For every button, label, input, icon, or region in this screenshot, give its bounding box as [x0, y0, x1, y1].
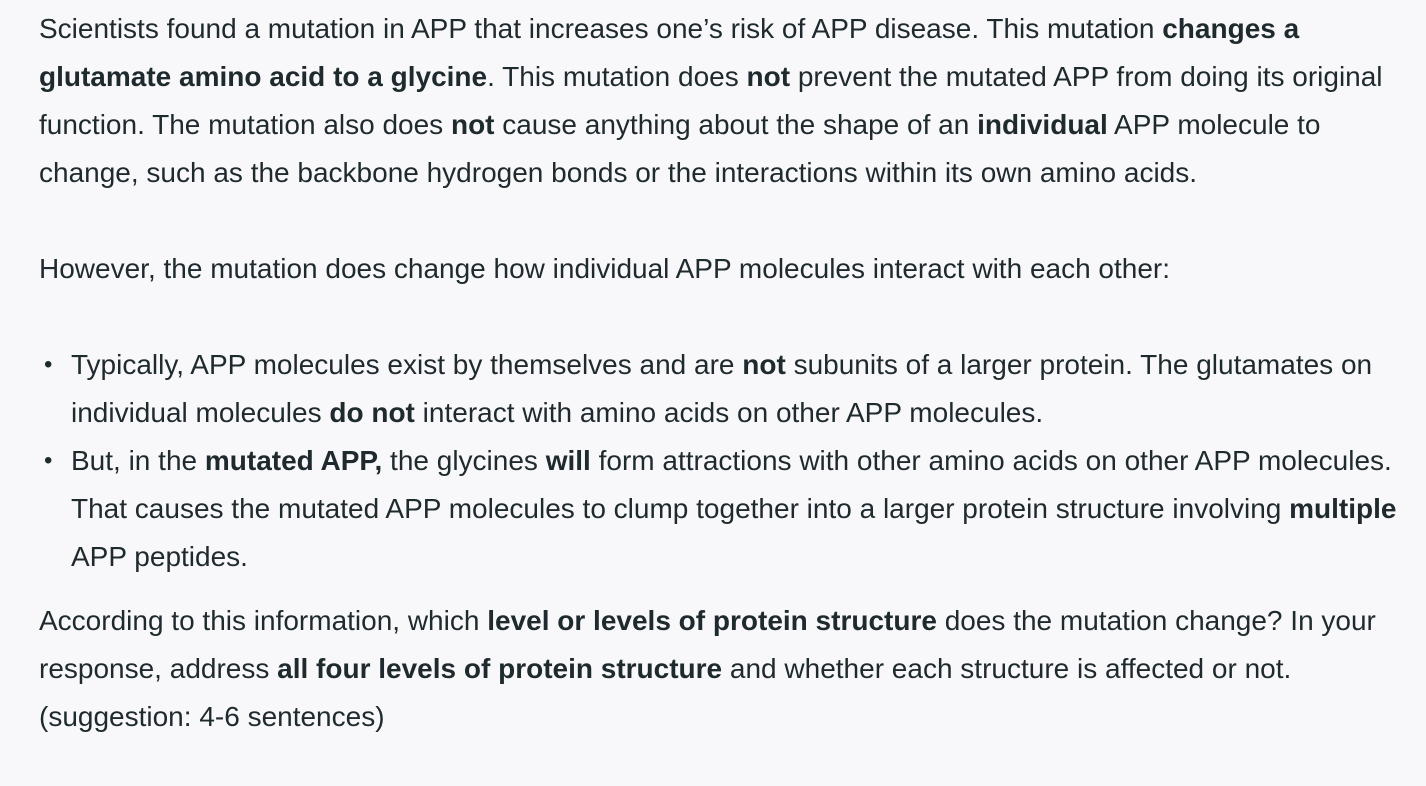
- bullet-2-text-2: the glycines: [382, 445, 546, 476]
- interaction-bullet-list: [39, 341, 1409, 581]
- list-item: [39, 437, 1409, 581]
- intro-text-3: prevent the mutated APP from doing its original function. The mutation also does: [39, 61, 1383, 140]
- question-text-3: and whether each structure is affected or not. (suggestion: 4-6 sentences): [39, 653, 1292, 732]
- bullet-2-bold-mutated-app: mutated APP,: [204, 445, 383, 476]
- bullet-2-bold-multiple: multiple: [1289, 493, 1397, 524]
- intro-text-4: cause anything about the shape of an: [494, 109, 978, 140]
- interaction-paragraph: [39, 245, 1409, 293]
- bullet-1-text-1: Typically, APP molecules exist by themselves and are: [71, 349, 743, 380]
- bullet-1-bold-do-not: do not: [329, 397, 415, 428]
- bullet-2-bold-will: will: [545, 445, 591, 476]
- intro-bold-glutamate-to-glycine: changes a glutamate amino acid to a glycine: [39, 13, 1300, 92]
- bullet-1-text-3: interact with amino acids on other APP molecules.: [414, 397, 1044, 428]
- intro-bold-not-1: not: [746, 61, 791, 92]
- list-item: [39, 341, 1409, 437]
- intro-text-1: Scientists found a mutation in APP that increases one’s risk of APP disease. This mutation: [39, 13, 1163, 44]
- question-bold-all-four-levels: all four levels of protein structure: [277, 653, 723, 684]
- intro-text-5: APP molecule to change, such as the backbone hydrogen bonds or the interactions within its own amino acids.: [39, 109, 1321, 188]
- intro-text-2: . This mutation does: [487, 61, 747, 92]
- question-text-1: According to this information, which: [39, 605, 488, 636]
- bullet-2-text-4: APP peptides.: [71, 541, 248, 572]
- question-bold-levels: level or levels of protein structure: [487, 605, 937, 636]
- question-prompt: [39, 5, 1409, 741]
- question-paragraph: [39, 597, 1409, 741]
- question-text-2: does the mutation change? In your response, address: [39, 605, 1376, 684]
- bullet-2-text-1: But, in the: [71, 445, 205, 476]
- bullet-icon: •: [44, 447, 53, 474]
- intro-bold-individual: individual: [977, 109, 1108, 140]
- bullet-icon: •: [44, 351, 53, 378]
- bullet-2-text-3: form attractions with other amino acids on other APP molecules. That causes the mutated APP molecules to clump together into a larger protein structure involving: [71, 445, 1392, 524]
- intro-bold-not-2: not: [450, 109, 495, 140]
- bullet-1-text-2: subunits of a larger protein. The glutamates on individual molecules: [71, 349, 1373, 428]
- interaction-text: However, the mutation does change how individual APP molecules interact with each other:: [39, 253, 1171, 284]
- bullet-1-bold-not: not: [742, 349, 786, 380]
- intro-paragraph: [39, 5, 1409, 197]
